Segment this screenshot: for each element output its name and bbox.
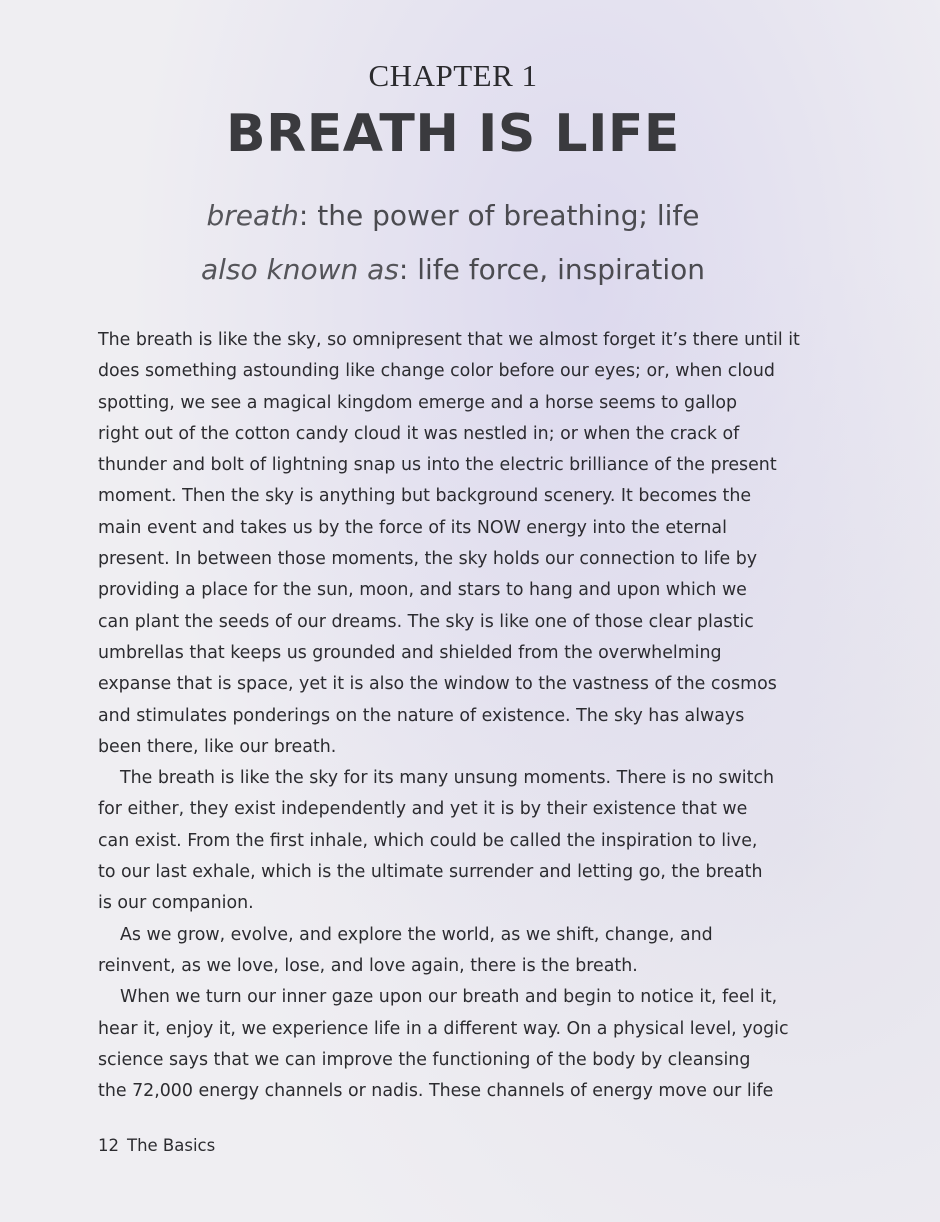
body-line: thunder and bolt of lightning snap us into the electric brilliance of the present — [98, 455, 777, 476]
chapter-label: CHAPTER 1 — [368, 58, 538, 93]
body-text — [98, 325, 818, 1107]
body-line: The breath is like the sky for its many unsung moments. There is no switch — [120, 768, 775, 789]
body-line: right out of the cotton candy cloud it was nestled in; or when the crack of — [98, 423, 740, 444]
definition-text: : life force, inspiration — [398, 253, 706, 286]
body-line: When we turn our inner gaze upon our breath and begin to notice it, feel it, — [120, 987, 778, 1008]
body-line: expanse that is space, yet it is also the window to the vastness of the cosmos — [98, 674, 777, 695]
body-line: moment. Then the sky is anything but background scenery. It becomes the — [98, 486, 752, 507]
definition-term: breath — [206, 199, 299, 232]
body-line: been there, like our breath. — [98, 736, 337, 757]
definition-term: also known as — [200, 253, 399, 286]
body-line: to our last exhale, which is the ultimate surrender and letting go, the breath — [98, 862, 763, 883]
body-line: spotting, we see a magical kingdom emerge and a horse seems to gallop — [98, 392, 738, 413]
body-line: does something astounding like change color before our eyes; or, when cloud — [98, 361, 775, 382]
body-line: present. In between those moments, the sky holds our connection to life by — [98, 549, 758, 570]
body-line: umbrellas that keeps us grounded and shielded from the overwhelming — [98, 642, 722, 663]
body-line: reinvent, as we love, lose, and love again, there is the breath. — [98, 955, 638, 976]
body-line: As we grow, evolve, and explore the world, as we shift, change, and — [120, 924, 713, 945]
running-footer-section: The Basics — [127, 1136, 216, 1155]
body-line: and stimulates ponderings on the nature of existence. The sky has always — [98, 705, 745, 726]
definition-line-1 — [0, 199, 906, 232]
body-line: science says that we can improve the functioning of the body by cleansing — [98, 1049, 751, 1070]
body-line: hear it, enjoy it, we experience life in a different way. On a physical level, yogic — [98, 1018, 789, 1039]
body-line: providing a place for the sun, moon, and stars to hang and upon which we — [98, 580, 747, 601]
page-number: 12 — [98, 1136, 119, 1155]
body-line: is our companion. — [98, 893, 254, 914]
chapter-title: BREATH IS LIFE — [226, 104, 680, 164]
definition-line-2 — [0, 253, 906, 286]
body-line: The breath is like the sky, so omnipresent that we almost forget it’s there until it — [98, 330, 800, 350]
body-line: can plant the seeds of our dreams. The sky is like one of those clear plastic — [98, 611, 754, 632]
body-line: the 72,000 energy channels or nadis. These channels of energy move our life — [98, 1081, 774, 1102]
definition-text: : the power of breathing; life — [298, 199, 700, 232]
page-footer — [98, 1136, 215, 1155]
body-line: main event and takes us by the force of its NOW energy into the eternal — [98, 517, 727, 538]
body-line: can exist. From the first inhale, which could be called the inspiration to live, — [98, 830, 758, 851]
body-line: for either, they exist independently and yet it is by their existence that we — [98, 799, 748, 820]
